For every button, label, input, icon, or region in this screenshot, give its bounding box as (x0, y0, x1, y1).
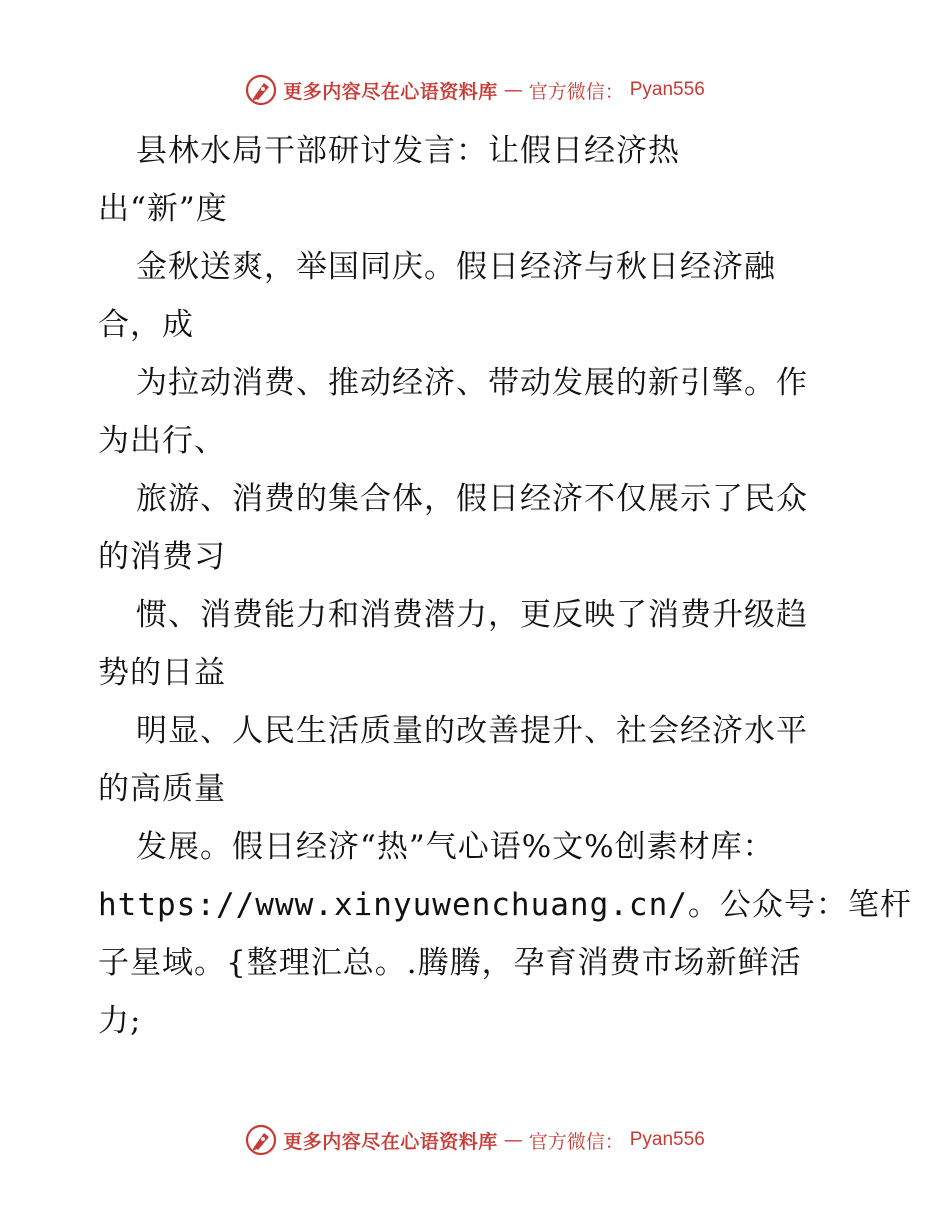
paragraph-line: 为拉动消费、推动经济、带动发展的新引擎。作 (136, 365, 808, 401)
header-banner (0, 70, 950, 110)
document-title-line-1: 县林水局干部研讨发言：让假日经济热 (136, 133, 680, 169)
pen-nib-logo-icon (245, 74, 277, 106)
paragraph-line: 惯、消费能力和消费潜力，更反映了消费升级趋 (136, 597, 808, 633)
document-body (98, 122, 912, 1050)
footer-banner (0, 1120, 950, 1160)
paragraph-line: 旅游、消费的集合体，假日经济不仅展示了民众 (136, 481, 808, 517)
footer-banner-text: 更多内容尽在心语资料库 (283, 1130, 498, 1153)
paragraph-line: 明显、人民生活质量的改善提升、社会经济水平 (136, 713, 808, 749)
footer-wechat-id: Pyan556 (629, 1129, 705, 1150)
paragraph-line: 势的日益 (98, 655, 226, 691)
header-banner-separator: — (503, 79, 523, 101)
footer-banner-separator: — (503, 1129, 523, 1151)
header-wechat-label: 官方微信： (528, 80, 624, 103)
paragraph-line: 的消费习 (98, 539, 226, 575)
document-title-line-2: 出“新”度 (98, 191, 228, 227)
header-banner-content (245, 74, 705, 106)
paragraph-line: 金秋送爽，举国同庆。假日经济与秋日经济融 (136, 249, 776, 285)
url-line: https://www.xinyuwenchuang.cn/。公众号：笔杆 (98, 887, 912, 923)
header-banner-text: 更多内容尽在心语资料库 (283, 80, 498, 103)
paragraph-line: 的高质量 (98, 771, 226, 807)
paragraph-line: 为出行、 (98, 423, 226, 459)
paragraph-line: 子星域。{整理汇总。.腾腾，孕育消费市场新鲜活 (98, 945, 802, 981)
paragraph-line: 发展。假日经济“热”气心语%文%创素材库： (136, 829, 775, 865)
footer-banner-content (245, 1124, 705, 1156)
pen-nib-logo-icon (245, 1124, 277, 1156)
paragraph-line: 合，成 (98, 307, 194, 343)
header-wechat-id: Pyan556 (629, 79, 705, 100)
paragraph-line: 力; (98, 1003, 142, 1039)
footer-wechat-label: 官方微信： (528, 1130, 624, 1153)
